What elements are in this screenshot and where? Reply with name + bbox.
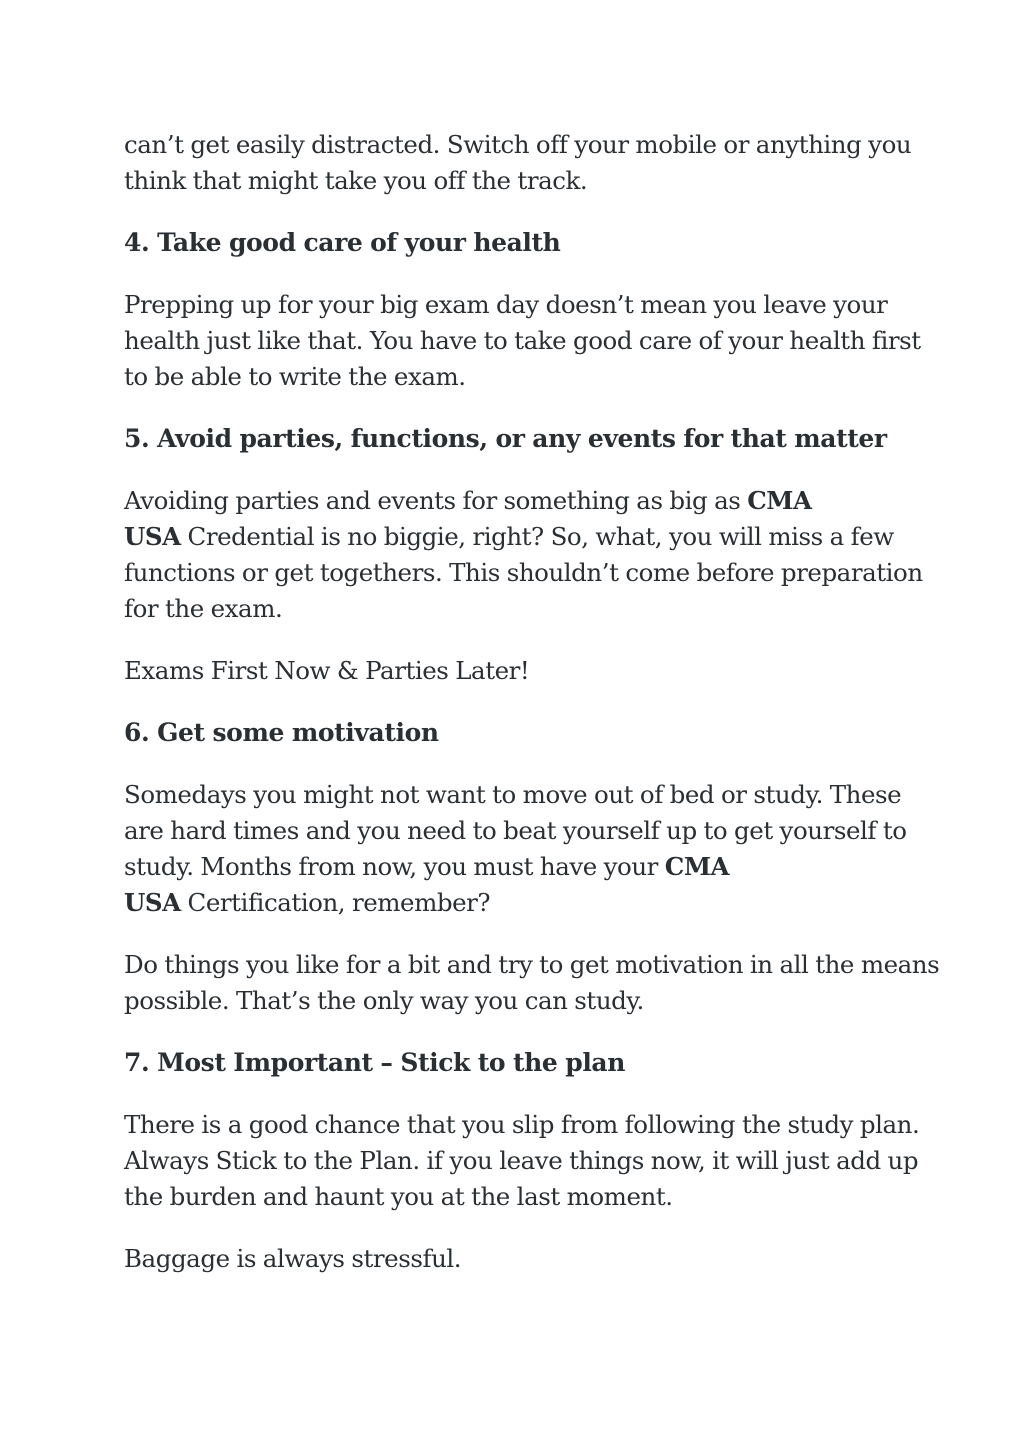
text-line: health just like that. You have to take good care of your health first — [124, 326, 921, 355]
text-line: the burden and haunt you at the last moment. — [124, 1182, 673, 1211]
text-line: to be able to write the exam. — [124, 362, 466, 391]
heading-stick-to-plan: 7. Most Important – Stick to the plan — [124, 1048, 625, 1077]
things-you-like-paragraph — [124, 947, 940, 1019]
bold-term: USA — [124, 522, 181, 551]
exams-first-paragraph — [124, 653, 914, 689]
text-line — [124, 885, 914, 921]
text-segment: Credential is no biggie, right? So, what, you will miss a few — [180, 522, 894, 551]
text-line: Exams First Now & Parties Later! — [124, 656, 530, 685]
document-page — [124, 127, 940, 1303]
bold-term: USA — [124, 888, 181, 917]
heading-get-motivation: 6. Get some motivation — [124, 718, 439, 747]
text-line: Somedays you might not want to move out of bed or study. These — [124, 780, 902, 809]
text-line: possible. That’s the only way you can study. — [124, 986, 644, 1015]
text-line: functions or get togethers. This shouldn’t come before preparation — [124, 558, 923, 587]
text-segment: study. Months from now, you must have your — [124, 852, 665, 881]
parties-paragraph — [124, 483, 923, 627]
baggage-paragraph — [124, 1241, 914, 1277]
text-line: Always Stick to the Plan. if you leave things now, it will just add up — [124, 1146, 919, 1175]
text-segment: Certification, remember? — [180, 888, 491, 917]
text-line: are hard times and you need to beat yourself up to get yourself to — [124, 816, 907, 845]
health-paragraph — [124, 287, 921, 395]
text-segment: Avoiding parties and events for something as big as — [124, 486, 748, 515]
text-line — [124, 519, 914, 555]
motivation-paragraph — [124, 777, 914, 921]
heading-avoid-parties: 5. Avoid parties, functions, or any events for that matter — [124, 424, 887, 453]
text-line: Baggage is always stressful. — [124, 1244, 462, 1273]
bold-term: CMA — [664, 852, 730, 881]
text-line: think that might take you off the track. — [124, 166, 588, 195]
text-line — [124, 849, 914, 885]
text-line: for the exam. — [124, 594, 283, 623]
bold-term: CMA — [747, 486, 812, 515]
text-line: can’t get easily distracted. Switch off your mobile or anything you — [124, 130, 912, 159]
intro-paragraph — [124, 127, 914, 199]
text-line: Prepping up for your big exam day doesn’t mean you leave your — [124, 290, 888, 319]
text-line: Do things you like for a bit and try to get motivation in all the means — [124, 950, 940, 979]
text-line — [124, 483, 914, 519]
heading-take-care-of-health: 4. Take good care of your health — [124, 228, 561, 257]
text-line: There is a good chance that you slip from following the study plan. — [124, 1110, 920, 1139]
plan-paragraph — [124, 1107, 920, 1215]
